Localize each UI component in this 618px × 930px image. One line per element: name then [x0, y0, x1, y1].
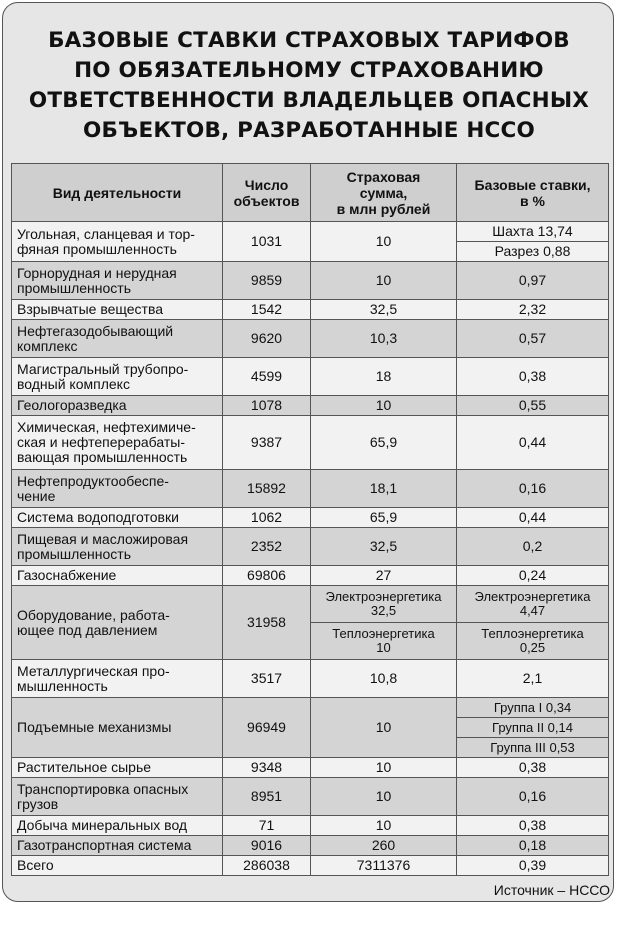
activity-cell: Добыча минеральных вод	[12, 816, 223, 836]
page-title	[0, 26, 618, 146]
table-row	[12, 566, 609, 586]
table-row	[12, 586, 609, 623]
count-cell: 9620	[223, 320, 311, 358]
activity-cell: Горнорудная и нерудная промышленность	[12, 262, 223, 300]
activity-cell: Химическая, нефтехимиче- ская и нефтеперерабаты- вающая промышленность	[12, 416, 223, 470]
activity-cell: Оборудование, работа- ющее под давлением	[12, 586, 223, 660]
count-cell: 9859	[223, 262, 311, 300]
rate-cell: 0,38	[457, 358, 609, 396]
count-cell: 8951	[223, 778, 311, 816]
rate-cell: 0,44	[457, 416, 609, 470]
sum-cell: 32,5	[311, 528, 457, 566]
sum-cell: 10	[311, 222, 457, 262]
rate-cell: 2,1	[457, 660, 609, 698]
count-cell: 286038	[223, 856, 311, 876]
title-line: ОТВЕТСТВЕННОСТИ ВЛАДЕЛЬЦЕВ ОПАСНЫХ	[28, 88, 590, 113]
rate-cell: 0,2	[457, 528, 609, 566]
count-cell: 69806	[223, 566, 311, 586]
title-line: ПО ОБЯЗАТЕЛЬНОМУ СТРАХОВАНИЮ	[74, 58, 544, 83]
table-row	[12, 698, 609, 718]
sum-cell: 10	[311, 262, 457, 300]
activity-cell: Нефтегазодобывающий комплекс	[12, 320, 223, 358]
sum-cell: 10	[311, 758, 457, 778]
rate-cell: 0,24	[457, 566, 609, 586]
rate-cell: Группа II 0,14	[457, 718, 609, 738]
table-row	[12, 470, 609, 508]
sum-cell: 32,5	[311, 300, 457, 320]
activity-cell: Металлургическая про- мышленность	[12, 660, 223, 698]
count-cell: 71	[223, 816, 311, 836]
activity-cell: Взрывчатые вещества	[12, 300, 223, 320]
count-cell: 96949	[223, 698, 311, 758]
count-cell: 15892	[223, 470, 311, 508]
sum-cell: 18	[311, 358, 457, 396]
rate-cell: 0,97	[457, 262, 609, 300]
table-row	[12, 358, 609, 396]
table-row	[12, 320, 609, 358]
activity-cell: Угольная, сланцевая и тор- фяная промышленность	[12, 222, 223, 262]
rates-table	[11, 163, 609, 876]
count-cell: 1078	[223, 396, 311, 416]
table-row	[12, 660, 609, 698]
sum-cell: 65,9	[311, 416, 457, 470]
table-row-total	[12, 856, 609, 876]
sum-cell: 10,3	[311, 320, 457, 358]
rate-cell: 0,16	[457, 778, 609, 816]
table-header-row	[12, 164, 609, 222]
header-rate: Базовые ставки, в %	[457, 164, 609, 222]
count-cell: 1542	[223, 300, 311, 320]
rate-cell: Разрез 0,88	[457, 242, 609, 262]
count-cell: 2352	[223, 528, 311, 566]
rate-cell: 0,38	[457, 758, 609, 778]
table-row	[12, 836, 609, 856]
activity-cell: Растительное сырье	[12, 758, 223, 778]
sum-cell: 10	[311, 778, 457, 816]
rate-cell: 0,44	[457, 508, 609, 528]
header-sum: Страховая сумма, в млн рублей	[311, 164, 457, 222]
sum-cell: 10	[311, 396, 457, 416]
rate-cell: 0,57	[457, 320, 609, 358]
activity-cell: Всего	[12, 856, 223, 876]
count-cell: 9348	[223, 758, 311, 778]
table-row	[12, 778, 609, 816]
activity-cell: Пищевая и масложировая промышленность	[12, 528, 223, 566]
sum-cell: 10,8	[311, 660, 457, 698]
count-cell: 9016	[223, 836, 311, 856]
table-row	[12, 300, 609, 320]
header-activity: Вид деятельности	[12, 164, 223, 222]
sum-cell: Теплоэнергетика 10	[311, 623, 457, 660]
count-cell: 4599	[223, 358, 311, 396]
rate-cell: Шахта 13,74	[457, 222, 609, 242]
rate-cell: Теплоэнергетика 0,25	[457, 623, 609, 660]
rate-cell: Группа I 0,34	[457, 698, 609, 718]
count-cell: 9387	[223, 416, 311, 470]
count-cell: 31958	[223, 586, 311, 660]
count-cell: 1062	[223, 508, 311, 528]
sum-cell: 18,1	[311, 470, 457, 508]
rate-cell: 2,32	[457, 300, 609, 320]
count-cell: 1031	[223, 222, 311, 262]
rate-cell: 0,38	[457, 816, 609, 836]
rate-cell: 0,16	[457, 470, 609, 508]
table-row	[12, 758, 609, 778]
activity-cell: Геологоразведка	[12, 396, 223, 416]
sum-cell: Электроэнергетика 32,5	[311, 586, 457, 623]
header-count: Число объектов	[223, 164, 311, 222]
table-row	[12, 416, 609, 470]
table-row	[12, 396, 609, 416]
activity-cell: Нефтепродуктообеспе- чение	[12, 470, 223, 508]
title-line: БАЗОВЫЕ СТАВКИ СТРАХОВЫХ ТАРИФОВ	[48, 28, 570, 53]
rate-cell: 0,18	[457, 836, 609, 856]
activity-cell: Магистральный трубопро- водный комплекс	[12, 358, 223, 396]
sum-cell: 65,9	[311, 508, 457, 528]
activity-cell: Газоснабжение	[12, 566, 223, 586]
sum-cell: 10	[311, 698, 457, 758]
table-row	[12, 222, 609, 242]
sum-cell: 10	[311, 816, 457, 836]
rate-cell: Электроэнергетика 4,47	[457, 586, 609, 623]
title-line: ОБЪЕКТОВ, РАЗРАБОТАННЫЕ НССО	[82, 118, 535, 143]
count-cell: 3517	[223, 660, 311, 698]
sum-cell: 260	[311, 836, 457, 856]
table-row	[12, 816, 609, 836]
sum-cell: 27	[311, 566, 457, 586]
rate-cell: 0,55	[457, 396, 609, 416]
sum-cell: 7311376	[311, 856, 457, 876]
source-note: Источник – НССО	[493, 882, 610, 898]
table-row	[12, 508, 609, 528]
activity-cell: Система водоподготовки	[12, 508, 223, 528]
activity-cell: Подъемные механизмы	[12, 698, 223, 758]
activity-cell: Газотранспортная система	[12, 836, 223, 856]
table-row	[12, 528, 609, 566]
activity-cell: Транспортировка опасных грузов	[12, 778, 223, 816]
rate-cell: Группа III 0,53	[457, 738, 609, 758]
rate-cell: 0,39	[457, 856, 609, 876]
table-row	[12, 262, 609, 300]
